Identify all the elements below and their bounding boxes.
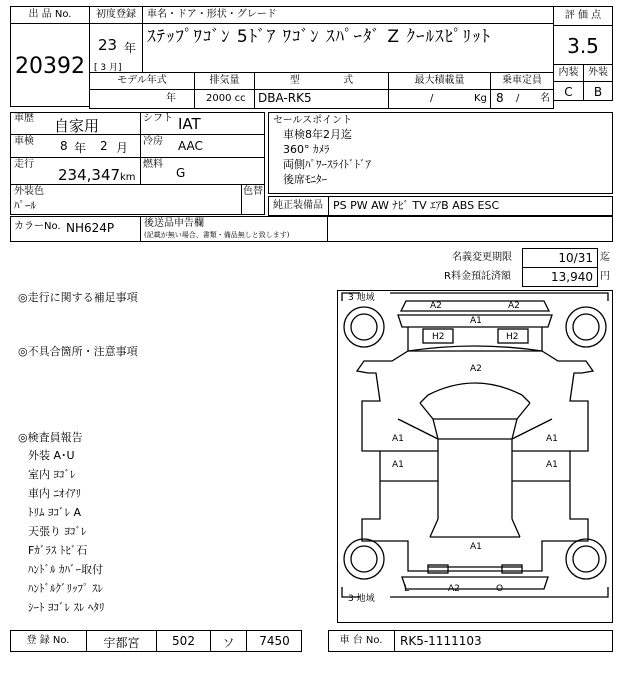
inspection-year: 8 [60,139,68,153]
color-label: 外装色 [14,186,44,197]
inspector-item: Fｶﾞﾗｽ ﾄﾋﾞ石 [28,544,88,557]
reg-label: 登 録 No. [26,635,70,646]
inspector-item: ﾄﾘﾑ ﾖｺﾞﾚ A [28,506,82,519]
mileage-label: 走行 [14,159,34,170]
color-value: ﾊﾟｰﾙ [14,199,36,212]
interior-grade: C [564,85,573,99]
front-bumper-left-damage: A2 [430,301,442,311]
sales-points-label: セールスポイント [273,115,353,126]
car-name-label-cell [142,6,554,24]
reg-class: 502 [172,634,195,648]
color-no-value: NH624P [66,221,115,235]
chassis-number: RK5-1111103 [400,634,482,648]
car-outline-svg [338,291,612,622]
exterior-grade-cell [583,81,613,101]
exterior-label: 外装 [588,67,608,78]
inspector-item: ﾊﾝﾄﾞﾙｸﾞﾘｯﾌﾟ ｽﾚ [28,582,103,595]
grade-label-cell [553,6,613,26]
grade-label: 評 価 点 [564,10,602,21]
color-no-label: カラーNo. [14,221,61,232]
name-change-unit: 迄 [600,252,610,263]
chassis-label: 車 台 No. [339,635,383,646]
interior-grade-cell [553,81,584,101]
lot-number: 20392 [15,54,85,79]
ac-value: AAC [178,139,203,153]
roof-damage: A1 [470,542,482,552]
first-reg-year: 23 [98,36,118,54]
inspector-item: 車内 ﾆｵｲｱﾘ [28,487,81,500]
equipment-label: 純正装備品 [273,200,323,211]
exterior-label-cell [583,64,613,82]
inspector-item: ﾊﾝﾄﾞﾙ ｶﾊﾞｰ取付 [28,563,103,576]
capacity-label: 乗車定員 [502,75,542,86]
load-value: / [430,93,434,104]
inspection-year-unit: 年 [74,141,87,155]
recycle-cell [522,267,598,287]
mileage-value: 234,347 [58,166,121,184]
recycle-label: R料金預託済額 [444,271,511,282]
reg-number: 7450 [259,634,290,648]
first-reg-label-cell [89,6,143,24]
displacement-label: 排気量 [209,75,240,86]
details-box [10,112,265,215]
sales-point-2: 360° ｶﾒﾗ [283,143,330,156]
right-front-door-damage: A1 [546,434,558,444]
hood-damage: A2 [470,364,482,374]
displacement: 2000 cc [206,93,246,104]
fuel-value: G [176,166,186,180]
lot-number-cell [10,23,90,107]
load-label: 最大積載量 [414,75,465,86]
recycle-unit: 円 [600,271,610,282]
inspector-list [28,446,105,617]
driving-notes-title: ◎走行に関する補足事項 [18,291,138,304]
first-reg-year-unit: 年 [124,41,137,55]
inspection-label: 車検 [14,136,34,147]
capacity-value: 8 [496,91,504,105]
first-reg-cell [89,23,143,73]
model-year-label: モデル年式 [117,75,167,86]
inspector-item: ｼｰﾄ ﾖｺﾞﾚ ｽﾚ ﾍﾀﾘ [28,601,105,614]
rear-bumper-l-mark: L [404,584,410,594]
rear-bumper-damage: A2 [448,584,460,594]
exterior-grade: B [593,85,603,99]
reg-area: 宇都宮 [103,636,140,650]
name-change-value: 10/31 [558,251,593,265]
headlight-right-damage: H2 [506,332,519,342]
car-name-label: 車名・ドア・形状・グレード [147,9,277,20]
fuel-label: 燃料 [143,159,163,170]
interior-label: 内装 [558,67,579,78]
lot-label-cell [10,6,90,24]
model-label: 型 式 [289,75,354,86]
model-year-unit: 年 [166,93,176,104]
capacity-sep: / [516,93,520,104]
shift-value: IAT [178,115,201,133]
first-reg-label: 初度登録 [96,9,136,20]
sales-points-box [268,112,613,194]
docs-label: 後送品申告欄 [144,218,204,229]
shift-label: シフト [143,113,173,124]
car-name: ｽﾃｯﾌﾟﾜｺﾞﾝ 5ﾄﾞｱ ﾜｺﾞﾝ ｽﾊﾟｰﾀﾞ Z ｸｰﾙｽﾋﾟﾘｯﾄ [147,27,491,47]
history-value: 自家用 [54,117,100,135]
front-panel-damage: A1 [470,316,482,326]
sales-point-4: 後席ﾓﾆﾀｰ [283,173,327,186]
load-unit: Kg [474,93,487,104]
inspector-item: 天張り ﾖｺﾞﾚ [28,525,87,538]
mileage-unit: km [120,172,136,183]
left-rear-door-damage: A1 [392,460,404,470]
left-front-door-damage: A1 [392,434,404,444]
capacity-unit: 名 [540,93,550,104]
history-label: 車歴 [14,113,34,124]
docs-note: (記載が無い場合、書類・備品無しと致します) [144,231,290,239]
headlight-left-damage: H2 [432,332,445,342]
front-bumper-right-damage: A2 [508,301,520,311]
ac-label: 冷房 [143,136,163,147]
inspection-month-unit: 月 [116,141,129,155]
rear-bumper-o-mark: O [496,584,504,594]
recycle-value: 13,940 [551,270,593,284]
equipment-value: PS PW AW ﾅﾋﾞ TV ｴｱB ABS ESC [333,199,500,212]
right-rear-door-damage: A1 [546,460,558,470]
car-diagram [337,290,613,623]
inspector-item: 外装 A･U [28,449,75,462]
defects-title: ◎不具合箇所・注意事項 [18,345,138,358]
sales-point-3: 両側ﾊﾟﾜｰｽﾗｲﾄﾞﾄﾞｱ [283,158,371,171]
interior-label-cell [553,64,584,82]
car-name-cell [142,23,554,73]
color-change-label: 色替 [243,186,263,197]
inspector-title: ◎検査員報告 [18,431,83,444]
name-change-label: 名義変更期限 [452,252,512,263]
inspection-month: 2 [100,139,108,153]
first-reg-month: [ 3 月] [94,63,122,73]
model-code: DBA-RK5 [258,91,312,105]
overall-grade: 3.5 [567,34,599,58]
lot-label: 出 品 No. [28,9,72,20]
diagram-top-tag: 3 地域 [348,293,375,303]
equipment-box [268,196,613,216]
inspector-item: 室内 ﾖｺﾞﾚ [28,468,76,481]
name-change-cell [522,248,598,268]
diagram-bottom-tag: 3 地域 [348,594,375,604]
reg-kana: ソ [222,636,235,650]
grade-cell [553,25,613,65]
sales-point-1: 車検8年2月迄 [283,128,352,141]
